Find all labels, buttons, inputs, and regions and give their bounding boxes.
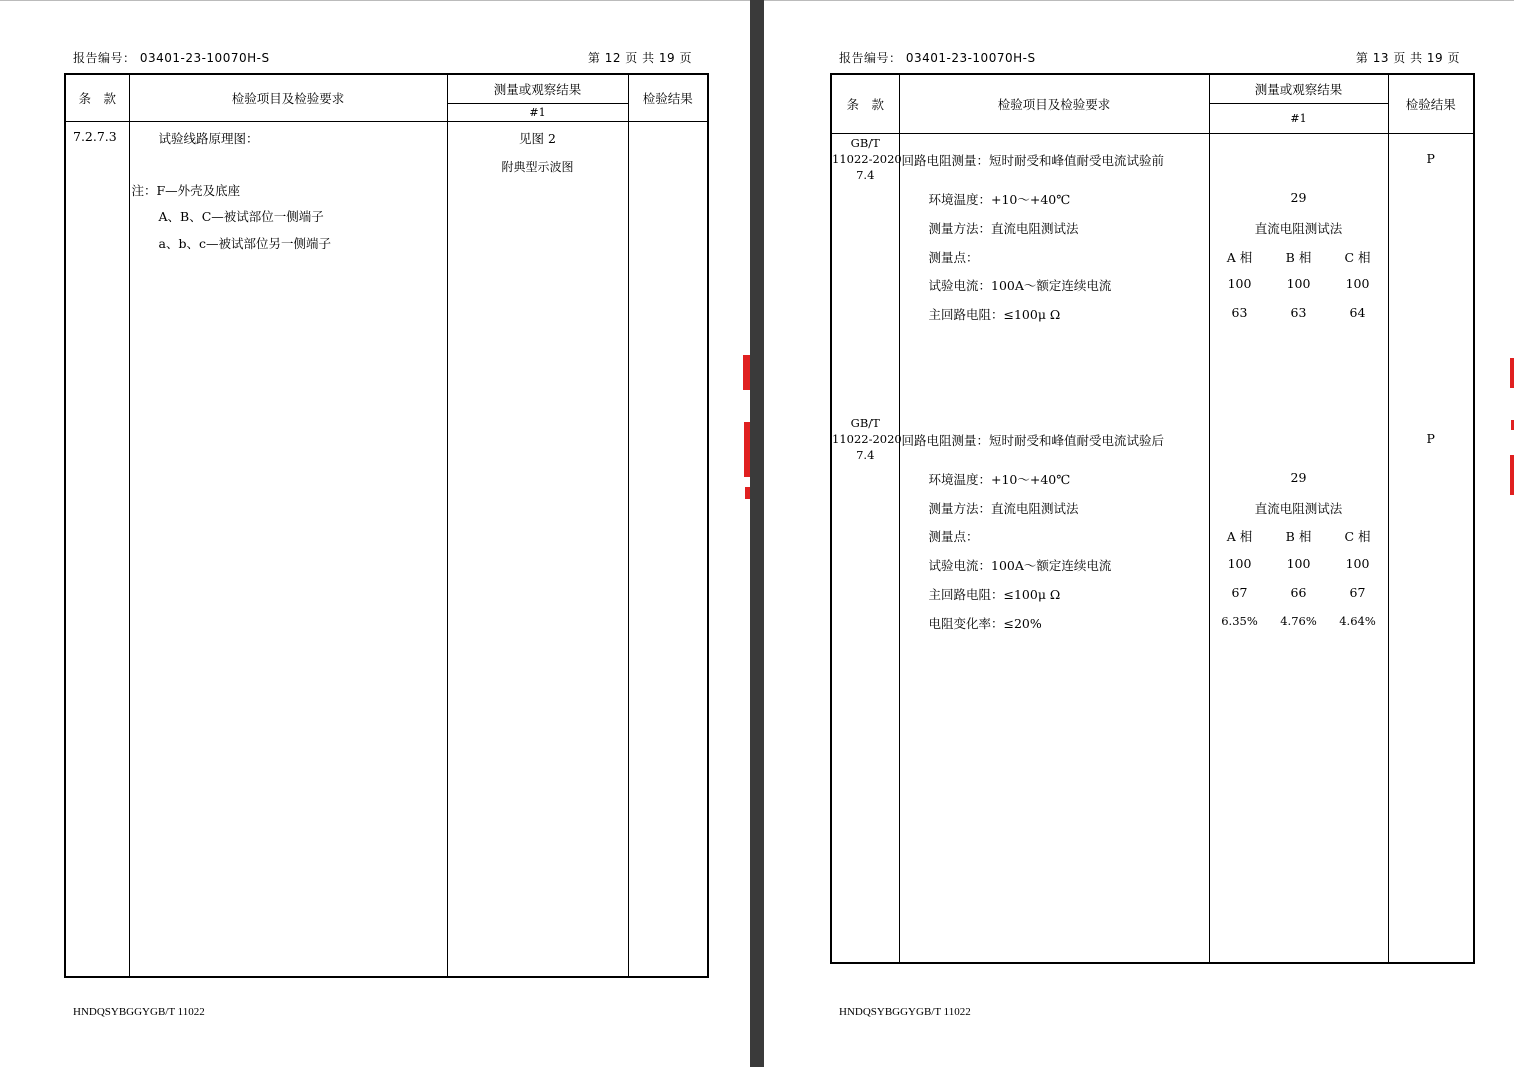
resistance-c: 64: [1349, 304, 1366, 320]
col-header-results: 测量或观察结果: [1209, 74, 1388, 103]
current-c: 100: [1345, 555, 1370, 571]
clause-section: 7.4: [856, 447, 875, 462]
form-code: HNDQSYBGGYGB/T 11022: [839, 1006, 971, 1018]
report-number: 报告编号： 03401-23-10070H-S: [73, 51, 270, 65]
col-header-verdict: 检验结果: [1388, 74, 1474, 133]
clause-number: 7.2.7.3: [73, 128, 117, 144]
requirement-line: 电阻变化率：≤20%: [928, 615, 1042, 631]
stamp-edge: [1510, 455, 1514, 495]
col-header-clause: 条 款: [831, 74, 899, 133]
requirement-line: 测量方法：直流电阻测试法: [928, 220, 1079, 236]
section-title: 回路电阻测量：短时耐受和峰值耐受电流试验前: [901, 152, 1165, 168]
col-header-item: 检验项目及检验要求: [129, 74, 447, 121]
item-cell: [129, 121, 447, 977]
verdict-cell: [1388, 133, 1474, 963]
verdict-value: P: [1426, 150, 1435, 166]
stamp-edge: [1510, 358, 1514, 388]
requirement-line: 测量点：: [928, 249, 979, 265]
requirement-line: 试验电流：100A～额定连续电流: [928, 277, 1112, 293]
result-cell: [1209, 133, 1388, 963]
page-gutter: [750, 0, 764, 1067]
current-b: 100: [1286, 275, 1311, 291]
col-header-sample: #1: [1209, 103, 1388, 133]
clause-std-year: 11022-2020: [832, 431, 902, 446]
clause-std: GB/T: [850, 135, 880, 150]
phase-a-label: A 相: [1226, 249, 1253, 265]
report-page-12: [0, 0, 750, 1067]
form-code: HNDQSYBGGYGB/T 11022: [73, 1006, 205, 1018]
report-number: 报告编号： 03401-23-10070H-S: [839, 51, 1036, 65]
note-line: a、b、c—被试部位另一侧端子: [158, 235, 331, 251]
note-line: 注：F—外壳及底座: [131, 182, 241, 198]
result-cell: [447, 121, 628, 977]
stamp-edge: [743, 355, 750, 390]
phase-c-label: C 相: [1344, 528, 1371, 544]
phase-b-label: B 相: [1285, 249, 1312, 265]
requirement-line: 环境温度：+10～+40℃: [928, 191, 1071, 207]
method-value: 直流电阻测试法: [1254, 500, 1343, 516]
requirement-line: 主回路电阻：≤100μ Ω: [928, 306, 1061, 322]
clause-cell: [831, 133, 902, 963]
clause-number: [832, 415, 902, 463]
change-b: 4.76%: [1280, 613, 1317, 628]
section-title: 回路电阻测量：短时耐受和峰值耐受电流试验后: [901, 432, 1165, 448]
col-header-clause: 条 款: [65, 74, 129, 121]
current-c: 100: [1345, 275, 1370, 291]
page-top-border: [0, 0, 750, 1]
current-b: 100: [1286, 555, 1311, 571]
col-header-verdict: 检验结果: [628, 74, 708, 121]
inspection-table: [830, 73, 1475, 964]
requirement-line: 测量点：: [928, 528, 979, 544]
current-a: 100: [1227, 275, 1252, 291]
col-header-results: 测量或观察结果: [447, 74, 628, 103]
clause-section: 7.4: [856, 167, 875, 182]
phase-c-label: C 相: [1344, 249, 1371, 265]
page-number: 第 12 页 共 19 页: [587, 51, 692, 65]
resistance-b: 66: [1290, 584, 1307, 600]
clause-std-year: 11022-2020: [832, 151, 902, 166]
result-value: 附典型示波图: [501, 159, 574, 174]
col-header-sample: #1: [447, 103, 628, 121]
change-a: 6.35%: [1221, 613, 1258, 628]
page-number: 第 13 页 共 19 页: [1355, 51, 1460, 65]
requirement-line: 试验电流：100A～额定连续电流: [928, 557, 1112, 573]
item-cell: [899, 133, 1209, 963]
requirement-line: 测量方法：直流电阻测试法: [928, 500, 1079, 516]
temp-value: 29: [1290, 189, 1307, 205]
resistance-b: 63: [1290, 304, 1307, 320]
resistance-c: 67: [1349, 584, 1366, 600]
page-top-border: [764, 0, 1514, 1]
change-c: 4.64%: [1339, 613, 1376, 628]
verdict-cell: [628, 121, 708, 977]
phase-b-label: B 相: [1285, 528, 1312, 544]
temp-value: 29: [1290, 469, 1307, 485]
current-a: 100: [1227, 555, 1252, 571]
phase-a-label: A 相: [1226, 528, 1253, 544]
verdict-value: P: [1426, 430, 1435, 446]
note-line: A、B、C—被试部位一侧端子: [158, 208, 324, 224]
clause-number: [832, 135, 902, 183]
clause-std: GB/T: [850, 415, 880, 430]
method-value: 直流电阻测试法: [1254, 220, 1343, 236]
resistance-a: 67: [1231, 584, 1248, 600]
requirement-line: 主回路电阻：≤100μ Ω: [928, 586, 1061, 602]
clause-cell: [65, 121, 129, 977]
resistance-a: 63: [1231, 304, 1248, 320]
inspection-table: [64, 73, 709, 978]
col-header-item: 检验项目及检验要求: [899, 74, 1209, 133]
report-page-13: [764, 0, 1514, 1067]
result-value: 见图 2: [519, 130, 556, 146]
item-title: 试验线路原理图：: [158, 130, 259, 146]
requirement-line: 环境温度：+10～+40℃: [928, 471, 1071, 487]
